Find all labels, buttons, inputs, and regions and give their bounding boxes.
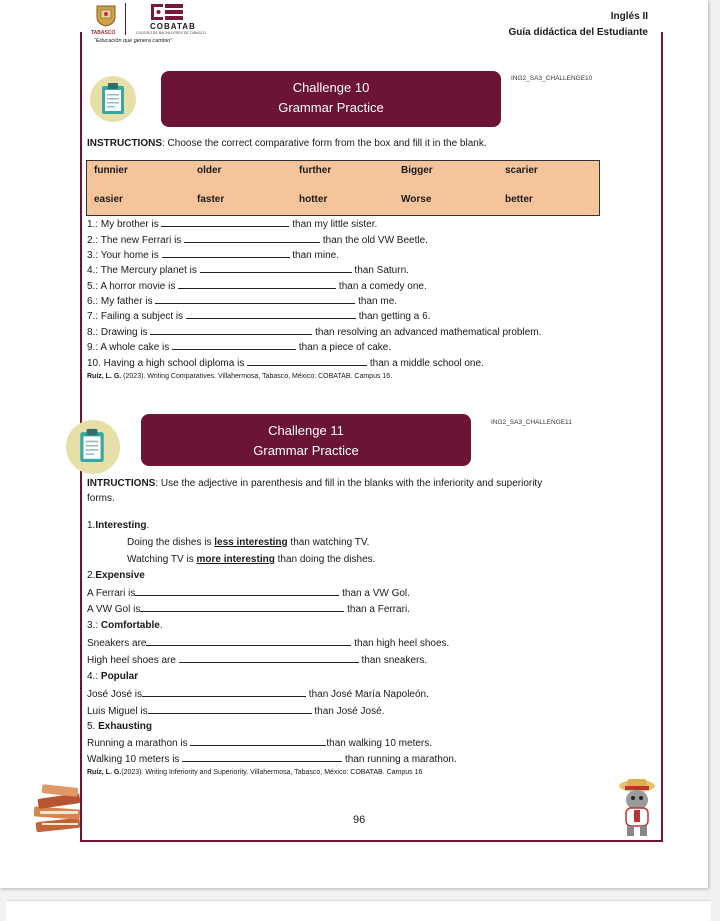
group-heading [87, 721, 152, 732]
exercise-item [87, 264, 409, 276]
exercise-item [87, 603, 410, 615]
heading-number: 1. [87, 520, 96, 531]
item-text: 9.: A whole cake is [87, 342, 173, 353]
instructions-label: INSTRUCTIONS [87, 138, 162, 149]
instructions-text: : Use the adjective in parenthesis and fill in the blanks with the inferiority and superiority [155, 478, 543, 489]
item-text: Running a marathon is [87, 738, 191, 749]
item-text: Walking 10 meters is [87, 754, 183, 765]
challenge11-reference [87, 769, 422, 776]
group-heading [87, 620, 163, 631]
item-text: 6.: My father is [87, 296, 156, 307]
item-text: than a piece of cake. [296, 342, 392, 353]
answer-blank[interactable] [178, 280, 336, 289]
item-text: than my little sister. [289, 219, 378, 230]
item-text: than a comedy one. [336, 281, 427, 292]
item-text: 1.: My brother is [87, 219, 162, 230]
item-text: than Saturn. [351, 265, 409, 276]
next-page-edge [6, 900, 711, 921]
group-heading [87, 671, 138, 682]
instructions-label: INTRUCTIONS [87, 478, 156, 489]
word-bank-item: scarier [505, 165, 538, 176]
instructions-text: : Choose the correct comparative form from the box and fill it in the blank. [162, 138, 487, 149]
heading-number: 4.: [87, 671, 101, 682]
word-bank-item: Worse [401, 194, 432, 205]
seal-label: TABASCO [91, 30, 116, 36]
example-sentence [127, 554, 375, 565]
challenge11-instructions-line2: forms. [87, 493, 115, 504]
item-text: than resolving an advanced mathematical problem. [312, 327, 542, 338]
word-bank-item: further [299, 165, 332, 176]
word-bank-box [86, 160, 600, 216]
exercise-item [87, 218, 377, 230]
item-text: A VW Gol is [87, 604, 141, 615]
item-text: 8.: Drawing is [87, 327, 151, 338]
item-text: 4.: The Mercury planet is [87, 265, 200, 276]
word-bank-item: hotter [299, 194, 328, 205]
example-text: than watching TV. [287, 537, 370, 548]
exercise-item [87, 705, 384, 717]
exercise-item [87, 234, 428, 246]
answer-blank[interactable] [140, 603, 344, 612]
reference-text: (2023). Writing Inferiority and Superiority. Villahermosa, Tabasco, México: COBATAB. Campus 16 [121, 769, 423, 776]
item-text: than running a marathon. [342, 754, 457, 765]
item-text: 5.: A horror movie is [87, 281, 179, 292]
clipboard-icon [98, 82, 128, 116]
exercise-item [87, 654, 427, 666]
answer-blank[interactable] [155, 295, 355, 304]
item-text: 10. Having a high school diploma is [87, 358, 248, 369]
item-text: 2.: The new Ferrari is [87, 235, 185, 246]
exercise-item [87, 280, 427, 292]
heading-word: Comfortable [100, 620, 160, 631]
item-text: A Ferrari is [87, 588, 136, 599]
item-text: José José is [87, 689, 143, 700]
answer-blank[interactable] [148, 705, 312, 714]
mascot-icon [614, 776, 660, 840]
exercise-item [87, 688, 429, 700]
answer-blank[interactable] [172, 341, 296, 350]
heading-number: 2. [87, 570, 96, 581]
answer-blank[interactable] [190, 737, 326, 746]
word-bank-item: faster [197, 194, 225, 205]
page-number: 96 [353, 814, 366, 826]
item-text: Luis Miguel is [87, 706, 148, 717]
heading-word: Expensive [95, 570, 145, 581]
answer-blank[interactable] [247, 357, 367, 366]
heading-dot: . [146, 520, 150, 531]
exercise-item [87, 295, 397, 307]
word-bank-item: better [505, 194, 533, 205]
item-text: 7.: Failing a subject is [87, 311, 186, 322]
reference-author: Ruíz, L. G. [87, 769, 122, 776]
item-text: than José María Napoleón. [306, 689, 429, 700]
challenge10-subtitle: Grammar Practice [278, 100, 384, 115]
logo-name: COBATAB [150, 22, 196, 31]
item-text: than José José. [311, 706, 385, 717]
item-text: Sneakers are [87, 638, 147, 649]
exercise-item [87, 310, 430, 322]
item-text: than getting a 6. [355, 311, 431, 322]
example-text: Watching TV is [127, 554, 197, 565]
answer-blank[interactable] [161, 218, 289, 227]
example-answer: less interesting [214, 537, 288, 548]
reference-text: (2023). Writing Comparatives. Villahermosa, Tabasco, México: COBATAB. Campus 16. [121, 373, 393, 380]
subject-title: Inglés II [610, 11, 648, 22]
motto: “Educación que genera cambio” [94, 38, 172, 44]
example-answer: more interesting [196, 554, 275, 565]
heading-number: 5. [87, 721, 99, 732]
item-text: than a Ferrari. [344, 604, 410, 615]
clipboard-icon [76, 427, 108, 465]
challenge11-title: Challenge 11 [268, 423, 344, 438]
challenge10-instructions [87, 138, 487, 149]
item-text: High heel shoes are [87, 655, 179, 666]
item-text: than mine. [289, 250, 339, 261]
answer-blank[interactable] [135, 587, 339, 596]
heading-dot: . [159, 620, 163, 631]
item-text: than high heel shoes. [351, 638, 450, 649]
item-text: than a VW Gol. [339, 588, 410, 599]
answer-blank[interactable] [179, 654, 359, 663]
example-sentence [127, 537, 369, 548]
item-text: than sneakers. [358, 655, 428, 666]
answer-blank[interactable] [182, 753, 342, 762]
item-text: than a middle school one. [367, 358, 484, 369]
exercise-item [87, 341, 391, 353]
answer-blank[interactable] [146, 637, 351, 646]
exercise-item [87, 737, 432, 749]
challenge11-subtitle: Grammar Practice [253, 443, 359, 458]
answer-blank[interactable] [200, 264, 352, 273]
challenge11-instructions [87, 478, 542, 489]
cobatab-logo-icon [150, 2, 184, 22]
word-bank-item: older [197, 165, 222, 176]
challenge10-code: ING2_SA3_CHALLENGE10 [511, 75, 593, 82]
challenge10-banner [161, 71, 501, 127]
example-heading [87, 520, 149, 531]
heading-word: Exhausting [98, 721, 153, 732]
challenge10-reference [87, 373, 392, 380]
word-bank-item: easier [94, 194, 123, 205]
challenge11-banner [141, 414, 471, 466]
tabasco-seal-icon [94, 3, 118, 27]
word-bank-item: Bigger [401, 165, 433, 176]
group-heading [87, 570, 145, 581]
exercise-item [87, 637, 449, 649]
answer-blank[interactable] [186, 310, 356, 319]
item-text: 3.: Your home is [87, 250, 162, 261]
item-text: than the old VW Beetle. [320, 235, 428, 246]
item-text: than me. [355, 296, 398, 307]
heading-number: 3.: [87, 620, 101, 631]
exercise-item [87, 326, 541, 338]
logo-subtitle: COLEGIO DE BACHILLERES DE TABASCO [136, 31, 207, 35]
answer-blank[interactable] [150, 326, 312, 335]
books-icon [30, 784, 88, 836]
challenge10-title: Challenge 10 [292, 80, 370, 95]
guide-title: Guía didáctica del Estudiante [508, 27, 648, 38]
item-text: than walking 10 meters. [326, 738, 433, 749]
heading-word: Interesting [95, 520, 147, 531]
example-text: Doing the dishes is [127, 537, 215, 548]
exercise-item [87, 753, 457, 765]
exercise-item [87, 249, 339, 261]
word-bank-item: funnier [94, 165, 128, 176]
answer-blank[interactable] [142, 688, 306, 697]
exercise-item [87, 587, 410, 599]
reference-author: Ruíz, L. G. [87, 373, 122, 380]
answer-blank[interactable] [162, 249, 290, 258]
challenge11-code: ING2_SA3_CHALLENGE11 [491, 419, 572, 426]
header-divider [125, 3, 126, 35]
exercise-item [87, 357, 484, 369]
answer-blank[interactable] [184, 234, 320, 243]
example-text: than doing the dishes. [274, 554, 376, 565]
heading-word: Popular [100, 671, 139, 682]
